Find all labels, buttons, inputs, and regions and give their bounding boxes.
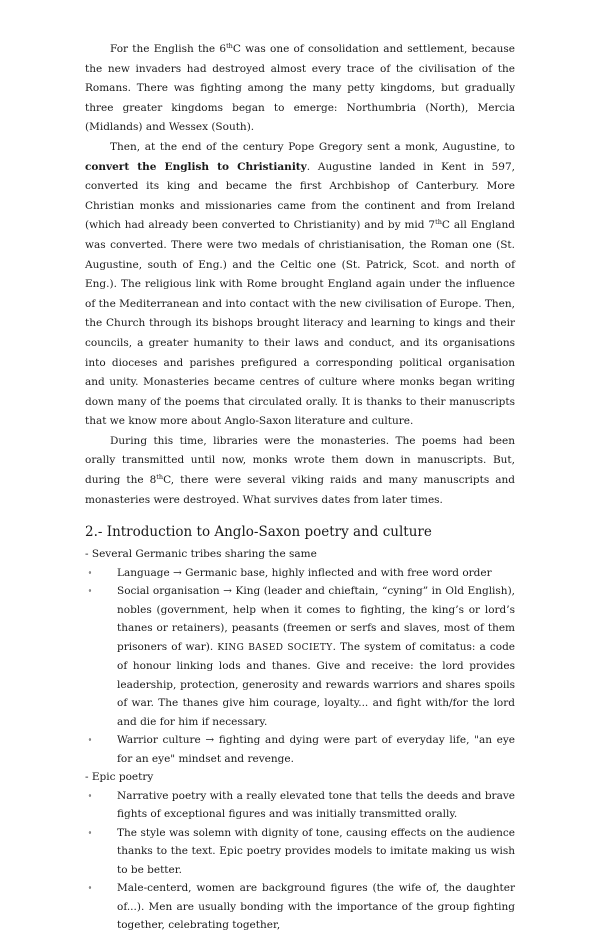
paragraph-consolidation: For the English the 6thC was one of consolidation and settlement, because the new invaders had destroyed almost every trace of the civilisation of the Romans. There was fighting among the many petty kingdoms, but gradually three greater kingdoms began to emerge: Northumbria (North), Mercia (Midlands) and Wessex (South).: [85, 42, 515, 134]
bullet-list-germanic: [85, 564, 515, 769]
list-item: ∘ Male-centerd, women are background figures (the wife of, the daughter of...). Men are usually bonding with the importance of the group fighting together, celebrating together,: [117, 879, 515, 935]
bullet-icon: ∘: [88, 883, 92, 893]
list-item: ∘ Language → Germanic base, highly inflected and with free word order: [117, 564, 515, 583]
group-heading-epic-poetry: - Epic poetry: [85, 771, 154, 784]
list-item: ∘ Warrior culture → fighting and dying were part of everyday life, "an eye for an eye" mindset and revenge.: [117, 731, 515, 768]
list-item: ∘ The style was solemn with dignity of tone, causing effects on the audience thanks to the text. Epic poetry provides models to imitate making us wish to be better.: [117, 824, 515, 880]
bullet-icon: ∘: [88, 735, 92, 745]
paragraph-monasteries: During this time, libraries were the monasteries. The poems had been orally transmitted until now, monks wrote them down in manuscripts. But, during the 8thC, there were several viking raids and many manuscripts and monasteries were destroyed. What survives dates from later times.: [85, 434, 515, 506]
bullet-icon: ∘: [88, 790, 92, 800]
document-page: [85, 40, 515, 935]
bullet-icon: ∘: [88, 567, 92, 577]
list-item: ∘ Social organisation → King (leader and chieftain, “cyning” in Old English), nobles (government, help when it comes to fighting, the king’s or lord’s thanes or retainers), peasants (freemen or serfs and slaves, most of them prisoners of war). KING BASED SOCIETY. The system of comitatus: a code of honour linking lods and thanes. Give and receive: the lord provides leadership, protection, generosity and rewards warriors and shares spoils of war. The thanes give him courage, loyalty... and fight with/for the lord and die for him if necessary.: [117, 582, 515, 731]
paragraph-christianity: Then, at the end of the century Pope Gregory sent a monk, Augustine, to convert the English to Christianity. Augustine landed in Kent in 597, converted its king and became the first Archbishop of Canterbury. More Christian monks and missionaries came from the continent and from Ireland (which had already been converted to Christianity) and by mid 7thC all England was converted. There were two medals of christianisation, the Roman one (St. Augustine, south of Eng.) and the Celtic one (St. Patrick, Scot. and north of Eng.). The religious link with Rome brought England again under the influence of the Mediterranean and into contact with the new civilisation of Europe. Then, the Church through its bishops brought literacy and learning to kings and their councils, a greater humanity to their laws and conduct, and its organisations into dioceses and parishes prefigured a corresponding political organisation and unity. Monasteries became centres of culture where monks began writing down many of the poems that circulated orally. It is thanks to their manuscripts that we know more about Anglo-Saxon literature and culture.: [85, 140, 516, 428]
group-heading-germanic-tribes: - Several Germanic tribes sharing the same: [85, 548, 317, 561]
bullet-icon: ∘: [88, 827, 92, 837]
list-item: ∘ Narrative poetry with a really elevated tone that tells the deeds and brave fights of exceptional figures and was initially transmitted orally.: [117, 787, 515, 824]
bullet-list-epic: [85, 787, 515, 935]
small-caps-text: KING BASED SOCIETY: [217, 642, 333, 653]
bullet-icon: ∘: [88, 586, 92, 596]
bold-phrase: convert the English to Christianity: [85, 160, 307, 173]
section-heading: 2.- Introduction to Anglo-Saxon poetry and culture: [85, 524, 432, 541]
